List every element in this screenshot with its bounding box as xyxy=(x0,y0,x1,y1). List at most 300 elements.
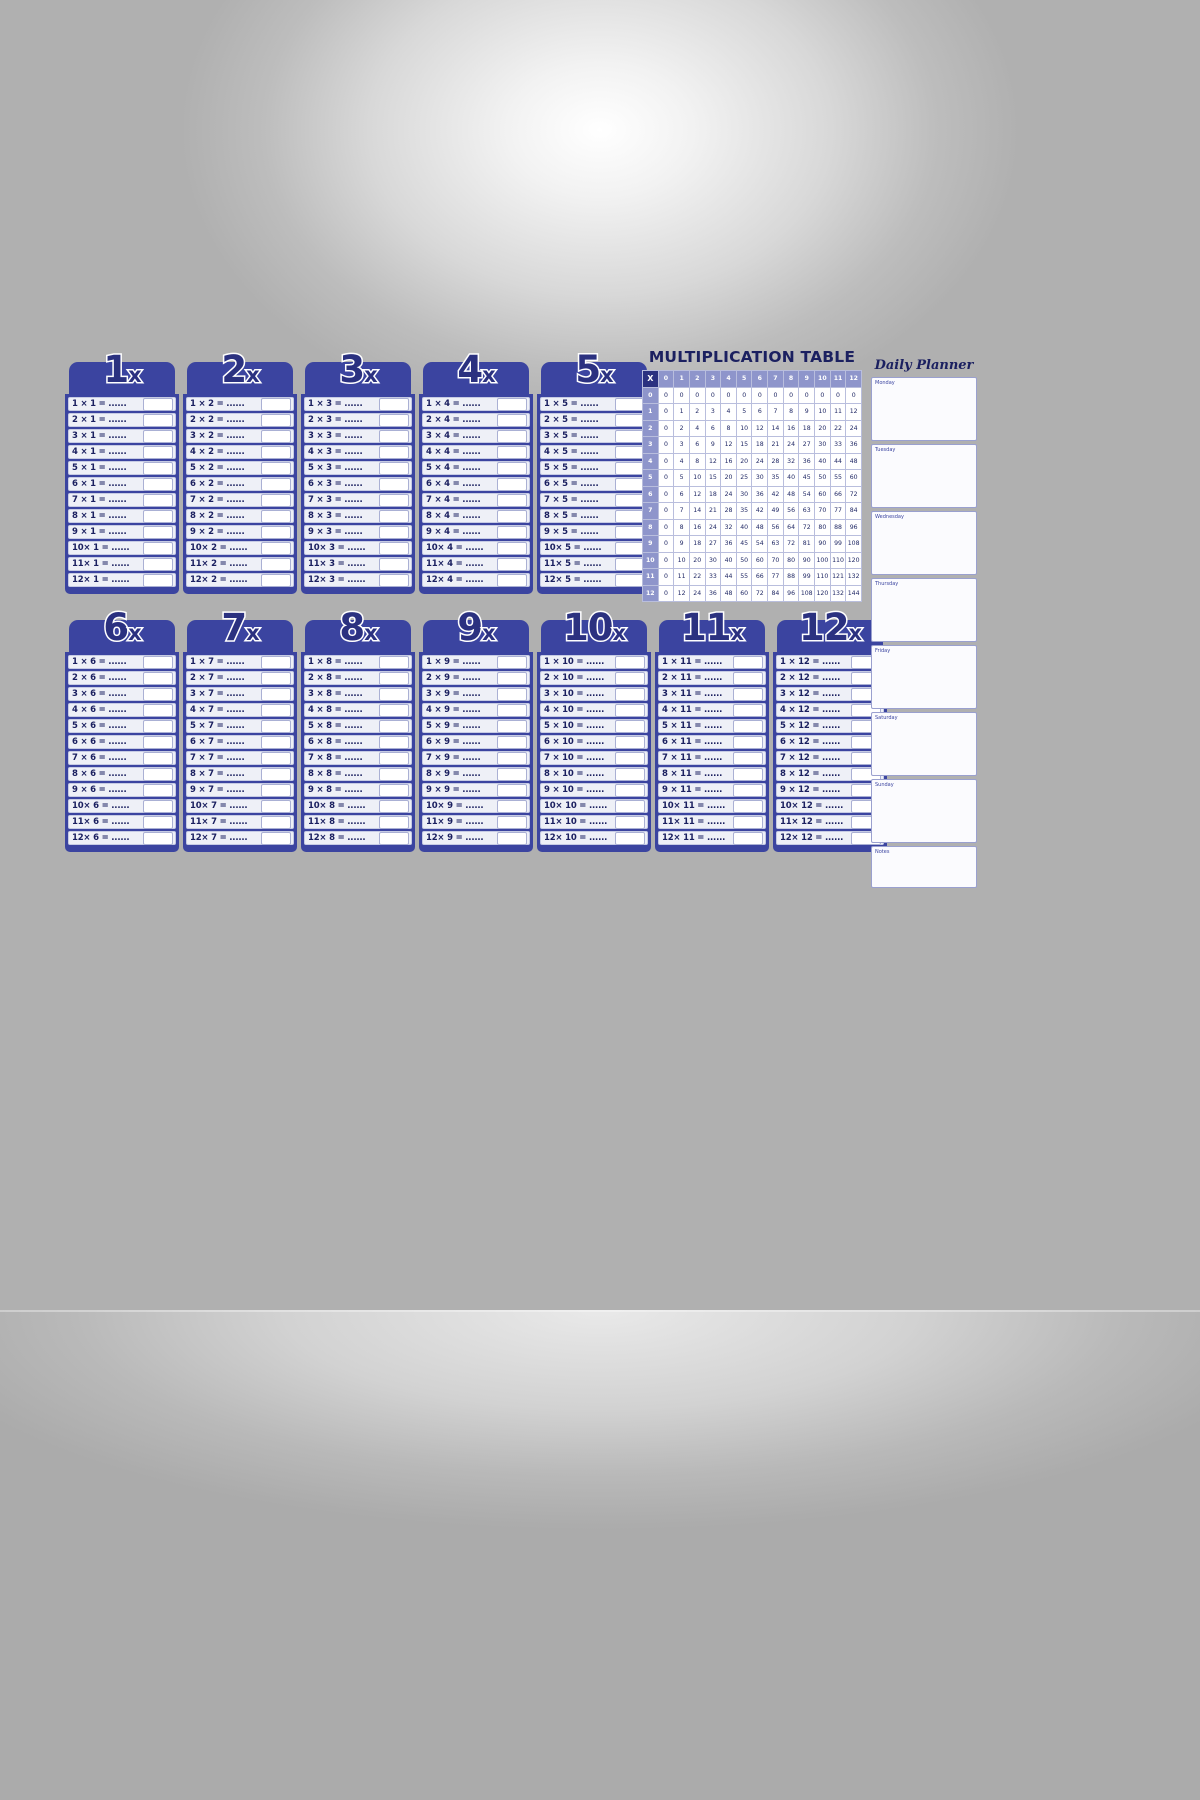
planner-section[interactable] xyxy=(871,645,977,709)
equation-row xyxy=(658,799,766,813)
grid-cell: 0 xyxy=(658,470,674,487)
equation-row xyxy=(186,703,294,717)
equation-text: 12× 12 = ...... xyxy=(780,833,844,843)
answer-input-box[interactable] xyxy=(615,414,645,427)
grid-row xyxy=(643,585,862,602)
answer-input-box[interactable] xyxy=(143,800,173,813)
grid-cell: 35 xyxy=(736,503,752,520)
answer-input-box[interactable] xyxy=(733,832,763,845)
answer-input-box[interactable] xyxy=(615,704,645,717)
grid-row xyxy=(643,486,862,503)
answer-input-box[interactable] xyxy=(261,688,291,701)
equation-text: 5 × 10 = ...... xyxy=(544,721,605,731)
equation-text: 9 × 7 = ...... xyxy=(190,785,245,795)
equation-row xyxy=(540,541,648,555)
grid-cell: 80 xyxy=(783,552,799,569)
equation-text: 2 × 8 = ...... xyxy=(308,673,363,683)
grid-row-header: 5 xyxy=(643,470,659,487)
answer-input-box[interactable] xyxy=(615,430,645,443)
equation-text: 5 × 2 = ...... xyxy=(190,463,245,473)
multiplication-grid-title: MULTIPLICATION TABLE xyxy=(648,348,856,366)
answer-input-box[interactable] xyxy=(143,832,173,845)
grid-cell: 63 xyxy=(799,503,815,520)
grid-cell: 10 xyxy=(815,404,831,421)
answer-input-box[interactable] xyxy=(261,574,291,587)
equation-row xyxy=(540,477,648,491)
answer-input-box[interactable] xyxy=(615,784,645,797)
grid-cell: 28 xyxy=(768,453,784,470)
equation-row xyxy=(186,413,294,427)
times-symbol: x xyxy=(364,621,377,645)
grid-cell: 88 xyxy=(783,569,799,586)
grid-row xyxy=(643,569,862,586)
answer-input-box[interactable] xyxy=(261,720,291,733)
answer-input-box[interactable] xyxy=(497,414,527,427)
answer-input-box[interactable] xyxy=(497,510,527,523)
planner-section[interactable] xyxy=(871,846,977,888)
answer-input-box[interactable] xyxy=(261,816,291,829)
answer-input-box[interactable] xyxy=(143,768,173,781)
equation-row xyxy=(186,461,294,475)
grid-corner-cell: X xyxy=(643,371,659,388)
equation-row xyxy=(304,477,412,491)
equation-row xyxy=(186,671,294,685)
answer-input-box[interactable] xyxy=(497,542,527,555)
answer-input-box[interactable] xyxy=(733,736,763,749)
equation-row xyxy=(186,687,294,701)
equation-text: 3 × 9 = ...... xyxy=(426,689,481,699)
equation-text: 7 × 9 = ...... xyxy=(426,753,481,763)
answer-input-box[interactable] xyxy=(615,478,645,491)
grid-row-header: 1 xyxy=(643,404,659,421)
equation-row xyxy=(68,751,176,765)
times-table-card xyxy=(65,348,179,594)
equation-text: 7 × 12 = ...... xyxy=(780,753,841,763)
answer-input-box[interactable] xyxy=(497,768,527,781)
grid-cell: 60 xyxy=(736,585,752,602)
grid-row-header: 6 xyxy=(643,486,659,503)
answer-input-box[interactable] xyxy=(143,462,173,475)
planner-section[interactable] xyxy=(871,444,977,508)
answer-input-box[interactable] xyxy=(379,542,409,555)
equation-text: 2 × 3 = ...... xyxy=(308,415,363,425)
answer-input-box[interactable] xyxy=(261,414,291,427)
answer-input-box[interactable] xyxy=(497,494,527,507)
answer-input-box[interactable] xyxy=(615,768,645,781)
answer-input-box[interactable] xyxy=(615,558,645,571)
answer-input-box[interactable] xyxy=(379,768,409,781)
answer-input-box[interactable] xyxy=(143,494,173,507)
answer-input-box[interactable] xyxy=(733,656,763,669)
equation-text: 10× 9 = ...... xyxy=(426,801,484,811)
answer-input-box[interactable] xyxy=(733,784,763,797)
equation-row xyxy=(304,687,412,701)
answer-input-box[interactable] xyxy=(379,704,409,717)
answer-input-box[interactable] xyxy=(379,720,409,733)
grid-cell: 4 xyxy=(689,420,705,437)
grid-cell: 35 xyxy=(768,470,784,487)
answer-input-box[interactable] xyxy=(615,800,645,813)
equation-text: 6 × 2 = ...... xyxy=(190,479,245,489)
grid-cell: 30 xyxy=(752,470,768,487)
answer-input-box[interactable] xyxy=(143,704,173,717)
equation-text: 7 × 11 = ...... xyxy=(662,753,723,763)
equation-text: 6 × 3 = ...... xyxy=(308,479,363,489)
times-table-card xyxy=(183,348,297,594)
equation-row xyxy=(776,783,884,797)
grid-column-header: 0 xyxy=(658,371,674,388)
answer-input-box[interactable] xyxy=(615,720,645,733)
grid-column-header: 12 xyxy=(846,371,862,388)
equation-text: 7 × 2 = ...... xyxy=(190,495,245,505)
answer-input-box[interactable] xyxy=(261,478,291,491)
equation-row xyxy=(540,573,648,587)
equation-text: 8 × 2 = ...... xyxy=(190,511,245,521)
equation-row xyxy=(304,799,412,813)
grid-cell: 20 xyxy=(815,420,831,437)
equation-row xyxy=(68,557,176,571)
grid-cell: 24 xyxy=(705,519,721,536)
answer-input-box[interactable] xyxy=(615,542,645,555)
grid-cell: 30 xyxy=(705,552,721,569)
answer-input-box[interactable] xyxy=(497,656,527,669)
equation-row xyxy=(658,703,766,717)
equation-row xyxy=(186,445,294,459)
answer-input-box[interactable] xyxy=(497,478,527,491)
answer-input-box[interactable] xyxy=(615,752,645,765)
grid-cell: 0 xyxy=(658,503,674,520)
answer-input-box[interactable] xyxy=(261,542,291,555)
answer-input-box[interactable] xyxy=(733,704,763,717)
grid-cell: 12 xyxy=(752,420,768,437)
equation-text: 12× 1 = ...... xyxy=(72,575,130,585)
grid-cell: 56 xyxy=(783,503,799,520)
answer-input-box[interactable] xyxy=(143,752,173,765)
equation-row xyxy=(540,671,648,685)
daily-planner-title: Daily Planner xyxy=(874,358,974,373)
answer-input-box[interactable] xyxy=(733,768,763,781)
answer-input-box[interactable] xyxy=(379,462,409,475)
equation-row xyxy=(68,541,176,555)
equation-text: 1 × 3 = ...... xyxy=(308,399,363,409)
answer-input-box[interactable] xyxy=(615,832,645,845)
answer-input-box[interactable] xyxy=(733,720,763,733)
equation-row xyxy=(658,735,766,749)
equation-text: 8 × 6 = ...... xyxy=(72,769,127,779)
answer-input-box[interactable] xyxy=(733,800,763,813)
answer-input-box[interactable] xyxy=(143,414,173,427)
answer-input-box[interactable] xyxy=(497,574,527,587)
equation-text: 5 × 11 = ...... xyxy=(662,721,723,731)
answer-input-box[interactable] xyxy=(143,542,173,555)
grid-cell: 12 xyxy=(721,437,737,454)
answer-input-box[interactable] xyxy=(379,494,409,507)
equation-text: 1 × 2 = ...... xyxy=(190,399,245,409)
planner-section[interactable] xyxy=(871,779,977,843)
answer-input-box[interactable] xyxy=(379,414,409,427)
grid-cell: 36 xyxy=(799,453,815,470)
equation-row xyxy=(422,751,530,765)
multiplication-poster xyxy=(65,348,1120,873)
answer-input-box[interactable] xyxy=(497,720,527,733)
equation-text: 2 × 12 = ...... xyxy=(780,673,841,683)
grid-cell: 90 xyxy=(815,536,831,553)
answer-input-box[interactable] xyxy=(615,398,645,411)
equation-text: 9 × 10 = ...... xyxy=(544,785,605,795)
answer-input-box[interactable] xyxy=(379,816,409,829)
equation-text: 12× 10 = ...... xyxy=(544,833,608,843)
grid-cell: 27 xyxy=(705,536,721,553)
times-symbol: x xyxy=(128,363,141,387)
grid-cell: 16 xyxy=(783,420,799,437)
answer-input-box[interactable] xyxy=(497,446,527,459)
answer-input-box[interactable] xyxy=(733,672,763,685)
answer-input-box[interactable] xyxy=(733,688,763,701)
answer-input-box[interactable] xyxy=(615,656,645,669)
answer-input-box[interactable] xyxy=(261,430,291,443)
grid-cell: 110 xyxy=(830,552,846,569)
answer-input-box[interactable] xyxy=(143,574,173,587)
grid-row xyxy=(643,387,862,404)
answer-input-box[interactable] xyxy=(261,752,291,765)
grid-cell: 48 xyxy=(846,453,862,470)
times-table-header xyxy=(187,606,293,652)
grid-cell: 99 xyxy=(799,569,815,586)
grid-cell: 66 xyxy=(752,569,768,586)
grid-cell: 24 xyxy=(783,437,799,454)
times-table-body xyxy=(301,652,415,852)
grid-cell: 70 xyxy=(815,503,831,520)
answer-input-box[interactable] xyxy=(261,784,291,797)
answer-input-box[interactable] xyxy=(261,462,291,475)
equation-row xyxy=(186,429,294,443)
answer-input-box[interactable] xyxy=(379,510,409,523)
times-table-number: 1x xyxy=(103,348,141,391)
grid-column-header: 9 xyxy=(799,371,815,388)
grid-cell: 1 xyxy=(674,404,690,421)
equation-row xyxy=(186,655,294,669)
answer-input-box[interactable] xyxy=(497,832,527,845)
equation-text: 3 × 7 = ...... xyxy=(190,689,245,699)
answer-input-box[interactable] xyxy=(143,672,173,685)
answer-input-box[interactable] xyxy=(615,574,645,587)
grid-cell: 0 xyxy=(658,404,674,421)
answer-input-box[interactable] xyxy=(143,688,173,701)
answer-input-box[interactable] xyxy=(261,832,291,845)
answer-input-box[interactable] xyxy=(379,752,409,765)
answer-input-box[interactable] xyxy=(143,526,173,539)
equation-row xyxy=(68,687,176,701)
answer-input-box[interactable] xyxy=(261,672,291,685)
answer-input-box[interactable] xyxy=(497,816,527,829)
answer-input-box[interactable] xyxy=(733,752,763,765)
grid-cell: 40 xyxy=(783,470,799,487)
answer-input-box[interactable] xyxy=(497,462,527,475)
grid-cell: 84 xyxy=(768,585,784,602)
answer-input-box[interactable] xyxy=(379,656,409,669)
answer-input-box[interactable] xyxy=(497,784,527,797)
answer-input-box[interactable] xyxy=(143,816,173,829)
planner-section[interactable] xyxy=(871,511,977,575)
equation-row xyxy=(68,477,176,491)
answer-input-box[interactable] xyxy=(615,494,645,507)
equation-row xyxy=(304,573,412,587)
equation-text: 1 × 12 = ...... xyxy=(780,657,841,667)
equation-row xyxy=(68,783,176,797)
planner-section[interactable] xyxy=(871,712,977,776)
answer-input-box[interactable] xyxy=(379,478,409,491)
grid-cell: 56 xyxy=(768,519,784,536)
answer-input-box[interactable] xyxy=(261,558,291,571)
equation-row xyxy=(658,815,766,829)
grid-cell: 120 xyxy=(846,552,862,569)
equation-row xyxy=(68,671,176,685)
answer-input-box[interactable] xyxy=(261,800,291,813)
answer-input-box[interactable] xyxy=(261,704,291,717)
times-table-body xyxy=(183,652,297,852)
planner-section[interactable] xyxy=(871,578,977,642)
equation-text: 10× 8 = ...... xyxy=(308,801,366,811)
answer-input-box[interactable] xyxy=(615,446,645,459)
answer-input-box[interactable] xyxy=(379,574,409,587)
grid-cell: 70 xyxy=(768,552,784,569)
answer-input-box[interactable] xyxy=(379,446,409,459)
answer-input-box[interactable] xyxy=(615,816,645,829)
answer-input-box[interactable] xyxy=(379,526,409,539)
answer-input-box[interactable] xyxy=(379,430,409,443)
equation-row xyxy=(422,541,530,555)
grid-cell: 14 xyxy=(689,503,705,520)
answer-input-box[interactable] xyxy=(143,784,173,797)
equation-row xyxy=(186,719,294,733)
answer-input-box[interactable] xyxy=(615,510,645,523)
answer-input-box[interactable] xyxy=(497,398,527,411)
times-table-number: 7x xyxy=(221,606,259,649)
answer-input-box[interactable] xyxy=(379,800,409,813)
answer-input-box[interactable] xyxy=(261,656,291,669)
equation-row xyxy=(186,783,294,797)
grid-column-header: 2 xyxy=(689,371,705,388)
answer-input-box[interactable] xyxy=(261,768,291,781)
answer-input-box[interactable] xyxy=(261,736,291,749)
answer-input-box[interactable] xyxy=(615,688,645,701)
equation-text: 7 × 10 = ...... xyxy=(544,753,605,763)
times-symbol: x xyxy=(612,621,626,645)
grid-cell: 45 xyxy=(799,470,815,487)
answer-input-box[interactable] xyxy=(143,430,173,443)
answer-input-box[interactable] xyxy=(261,398,291,411)
answer-input-box[interactable] xyxy=(261,510,291,523)
answer-input-box[interactable] xyxy=(497,526,527,539)
answer-input-box[interactable] xyxy=(497,704,527,717)
times-table-card xyxy=(655,606,769,852)
equation-row xyxy=(776,831,884,845)
times-table-number: 8x xyxy=(339,606,377,649)
answer-input-box[interactable] xyxy=(615,736,645,749)
grid-cell: 0 xyxy=(799,387,815,404)
grid-row xyxy=(643,420,862,437)
times-table-card xyxy=(65,606,179,852)
equation-text: 4 × 2 = ...... xyxy=(190,447,245,457)
answer-input-box[interactable] xyxy=(615,462,645,475)
answer-input-box[interactable] xyxy=(143,736,173,749)
grid-cell: 90 xyxy=(799,552,815,569)
answer-input-box[interactable] xyxy=(497,558,527,571)
answer-input-box[interactable] xyxy=(143,720,173,733)
answer-input-box[interactable] xyxy=(497,736,527,749)
answer-input-box[interactable] xyxy=(379,398,409,411)
answer-input-box[interactable] xyxy=(497,752,527,765)
equation-row xyxy=(422,655,530,669)
table-row-bottom xyxy=(65,606,891,852)
answer-input-box[interactable] xyxy=(261,446,291,459)
answer-input-box[interactable] xyxy=(733,816,763,829)
equation-row xyxy=(186,815,294,829)
answer-input-box[interactable] xyxy=(143,510,173,523)
equation-text: 12× 11 = ...... xyxy=(662,833,726,843)
equation-text: 4 × 3 = ...... xyxy=(308,447,363,457)
equation-row xyxy=(304,815,412,829)
times-table-card xyxy=(773,606,887,852)
equation-text: 1 × 9 = ...... xyxy=(426,657,481,667)
equation-row xyxy=(68,573,176,587)
grid-cell: 16 xyxy=(721,453,737,470)
grid-cell: 30 xyxy=(736,486,752,503)
answer-input-box[interactable] xyxy=(379,832,409,845)
answer-input-box[interactable] xyxy=(261,494,291,507)
equation-row xyxy=(68,815,176,829)
equation-text: 10× 3 = ...... xyxy=(308,543,366,553)
answer-input-box[interactable] xyxy=(379,736,409,749)
answer-input-box[interactable] xyxy=(497,800,527,813)
answer-input-box[interactable] xyxy=(379,672,409,685)
answer-input-box[interactable] xyxy=(143,478,173,491)
answer-input-box[interactable] xyxy=(143,446,173,459)
equation-text: 3 × 4 = ...... xyxy=(426,431,481,441)
answer-input-box[interactable] xyxy=(143,558,173,571)
equation-text: 11× 9 = ...... xyxy=(426,817,484,827)
grid-row xyxy=(643,536,862,553)
answer-input-box[interactable] xyxy=(497,688,527,701)
answer-input-box[interactable] xyxy=(497,672,527,685)
answer-input-box[interactable] xyxy=(379,688,409,701)
equation-text: 6 × 1 = ...... xyxy=(72,479,127,489)
equation-text: 8 × 4 = ...... xyxy=(426,511,481,521)
equation-row xyxy=(186,767,294,781)
answer-input-box[interactable] xyxy=(379,784,409,797)
equation-row xyxy=(186,799,294,813)
answer-input-box[interactable] xyxy=(615,672,645,685)
answer-input-box[interactable] xyxy=(379,558,409,571)
times-table-number: 11x xyxy=(680,606,744,649)
times-symbol: x xyxy=(730,621,744,645)
answer-input-box[interactable] xyxy=(143,398,173,411)
equation-text: 12× 9 = ...... xyxy=(426,833,484,843)
answer-input-box[interactable] xyxy=(143,656,173,669)
multiplication-grid-panel xyxy=(642,348,862,602)
planner-section[interactable] xyxy=(871,377,977,441)
equation-text: 5 × 6 = ...... xyxy=(72,721,127,731)
answer-input-box[interactable] xyxy=(615,526,645,539)
grid-cell: 48 xyxy=(752,519,768,536)
grid-column-header: 6 xyxy=(752,371,768,388)
grid-cell: 4 xyxy=(674,453,690,470)
answer-input-box[interactable] xyxy=(261,526,291,539)
grid-cell: 12 xyxy=(846,404,862,421)
times-table-number: 9x xyxy=(457,606,495,649)
grid-cell: 0 xyxy=(658,486,674,503)
answer-input-box[interactable] xyxy=(497,430,527,443)
